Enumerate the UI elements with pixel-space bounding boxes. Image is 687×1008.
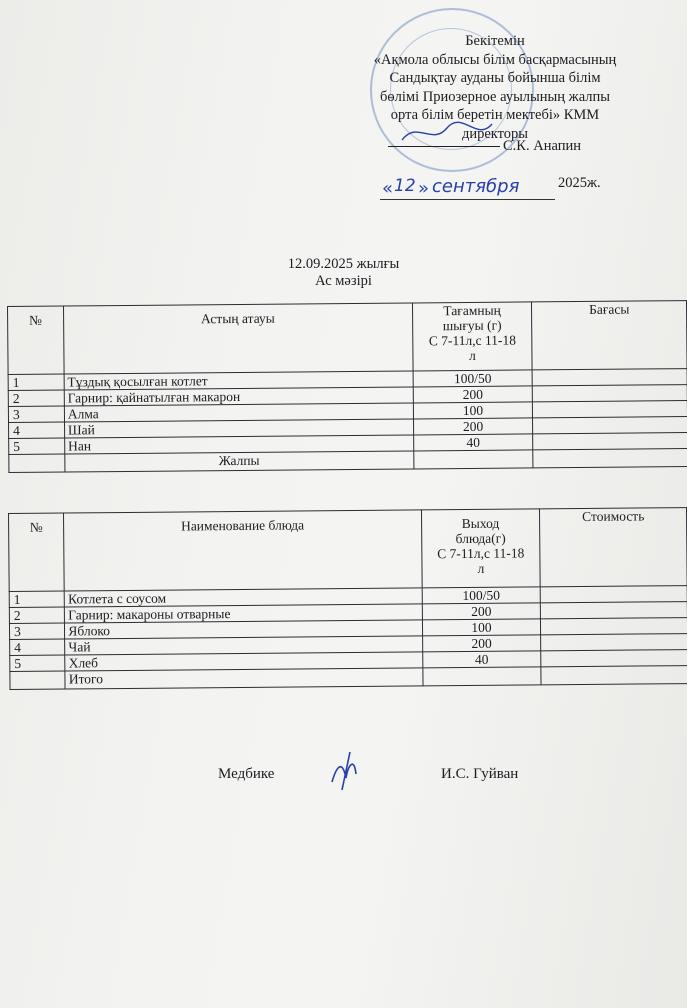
row-price bbox=[533, 401, 687, 418]
row-yield: 100/50 bbox=[422, 587, 541, 604]
row-yield bbox=[413, 450, 533, 469]
approval-month: сентября bbox=[432, 176, 520, 197]
date-open-quote: « bbox=[382, 178, 394, 199]
header-yield-line: блюда(г) bbox=[455, 530, 506, 547]
row-name: Тұздық қосылған котлет bbox=[64, 371, 413, 390]
table-header-row bbox=[9, 508, 687, 592]
approval-year: 2025ж. bbox=[558, 175, 601, 191]
row-num: 4 bbox=[9, 422, 65, 438]
row-yield: 40 bbox=[422, 651, 541, 668]
total-label: Жалпы bbox=[65, 451, 414, 472]
header-yield-line: Выход bbox=[461, 515, 500, 532]
row-num: 3 bbox=[8, 406, 64, 422]
row-yield: 100/50 bbox=[413, 370, 533, 387]
row-yield: 200 bbox=[413, 418, 533, 435]
row-name: Нан bbox=[64, 435, 413, 454]
header-price: Бағасы bbox=[532, 301, 687, 370]
nurse-signature bbox=[326, 748, 366, 792]
header-yield bbox=[421, 509, 541, 588]
header-yield-line: л bbox=[477, 560, 485, 576]
row-name: Алма bbox=[64, 403, 413, 422]
row-price bbox=[533, 449, 687, 468]
nurse-name: И.С. Гуйван bbox=[441, 766, 519, 782]
row-yield: 200 bbox=[422, 603, 541, 620]
row-num: 2 bbox=[9, 607, 64, 623]
row-price bbox=[541, 586, 687, 603]
row-yield: 200 bbox=[413, 386, 533, 403]
row-num: 2 bbox=[8, 390, 64, 406]
header-yield-line: л bbox=[469, 347, 476, 363]
total-label: Итого bbox=[65, 668, 422, 689]
row-name: Гарнир: макароны отварные bbox=[65, 604, 422, 623]
header-yield-line: шығуы (г) bbox=[442, 317, 502, 334]
row-num: 1 bbox=[8, 374, 64, 390]
row-num: 4 bbox=[10, 639, 65, 655]
row-yield: 40 bbox=[413, 434, 533, 451]
header-num: № bbox=[9, 513, 65, 591]
director-signature-line bbox=[388, 146, 500, 147]
row-price bbox=[541, 666, 687, 685]
menu-date: 12.09.2025 жылғы bbox=[287, 256, 400, 272]
nurse-label: Медбике bbox=[218, 766, 275, 782]
row-price bbox=[541, 650, 687, 667]
director-name: С.К. Анапин bbox=[503, 138, 581, 154]
row-price bbox=[541, 634, 687, 651]
header-price: Стоимость bbox=[540, 508, 687, 587]
approval-line: орта білім беретін мектебі» КММ bbox=[390, 107, 600, 123]
row-price bbox=[533, 369, 687, 386]
header-yield-line: С 7-11л,с 11-18 bbox=[428, 332, 516, 349]
row-price bbox=[541, 602, 687, 619]
row-name: Шай bbox=[64, 419, 413, 438]
row-price bbox=[533, 385, 687, 402]
row-yield: 100 bbox=[422, 619, 541, 636]
date-close-quote: » bbox=[418, 178, 430, 199]
approval-line: директоры bbox=[461, 125, 529, 142]
row-name: Чай bbox=[65, 636, 422, 655]
date-underline bbox=[380, 199, 555, 200]
row-num: 5 bbox=[9, 438, 65, 454]
menu-title: Ас мәзірі bbox=[315, 273, 372, 289]
row-name: Яблоко bbox=[65, 620, 422, 639]
row-num bbox=[10, 671, 65, 689]
approval-line: бөлімі Приозерное ауылының жалпы bbox=[380, 88, 610, 105]
row-yield bbox=[422, 667, 541, 686]
header-name: Наименование блюда bbox=[64, 510, 422, 591]
row-num: 3 bbox=[9, 623, 64, 639]
row-yield: 100 bbox=[413, 402, 533, 419]
approval-line: «Ақмола облысы білім басқармасының bbox=[373, 51, 617, 68]
row-name: Гарнир: қайнатылған макарон bbox=[64, 387, 413, 406]
approval-day: 12 bbox=[394, 176, 416, 196]
approval-line: Бекітемін bbox=[465, 33, 525, 49]
row-num bbox=[9, 454, 65, 472]
row-num: 5 bbox=[10, 655, 65, 671]
row-price bbox=[541, 618, 687, 635]
row-name: Котлета с соусом bbox=[65, 588, 422, 607]
header-yield-line: С 7-11л,с 11-18 bbox=[437, 545, 525, 562]
header-name: Астың атауы bbox=[63, 303, 412, 374]
approval-line: Сандықтау ауданы бойынша білім bbox=[389, 70, 601, 86]
menu-table-ru bbox=[8, 507, 687, 690]
row-name: Хлеб bbox=[65, 652, 422, 671]
header-num: № bbox=[8, 306, 64, 374]
table-header-row bbox=[8, 301, 687, 375]
row-price bbox=[533, 417, 687, 434]
row-price bbox=[533, 433, 687, 450]
menu-table-kz bbox=[7, 300, 687, 473]
header-yield-line: Тағамның bbox=[443, 302, 501, 319]
row-num: 1 bbox=[9, 591, 64, 607]
row-yield: 200 bbox=[422, 635, 541, 652]
header-yield bbox=[412, 302, 532, 371]
